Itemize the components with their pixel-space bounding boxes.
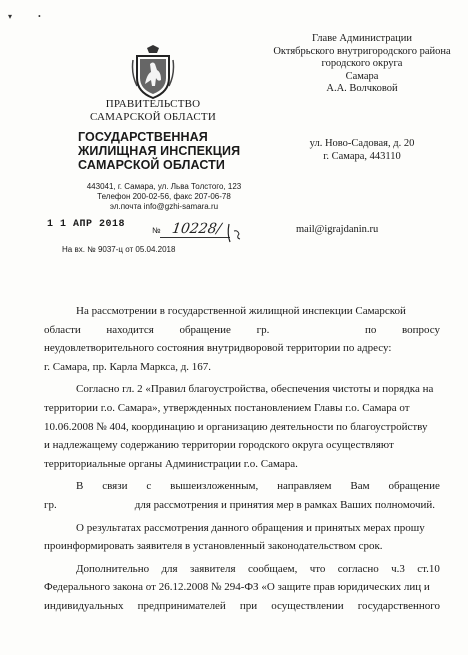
- addressee-block: Главе Администрации Октябрьского внутригородского района городского округа Самара А.А. Волчковой: [273, 33, 451, 94]
- body-line: [44, 537, 440, 556]
- body-line: [44, 302, 440, 321]
- body-word: по: [364, 323, 377, 336]
- scan-mark: •: [38, 12, 41, 21]
- body-word: Федерального закона от 26.12.2008 № 294-ФЗ «О защите прав юридических лиц и: [44, 581, 430, 594]
- body-word: находится: [106, 323, 154, 336]
- body-word: 10.06.2008 № 404, координацию и организацию деятельности по благоустройству: [44, 420, 428, 433]
- registration-number-label: №: [152, 226, 161, 235]
- body-word: согласно: [337, 562, 379, 575]
- registration-number: 10228/: [170, 221, 223, 237]
- body-word: области: [44, 323, 81, 336]
- body-word: территории г.о. Самара», утвержденных постановлением Главы г.о. Самара от: [44, 401, 410, 414]
- body-word: гр.: [256, 323, 270, 336]
- body-line: [44, 560, 440, 579]
- body-word: В: [76, 480, 84, 493]
- addressee-email: mail@igrajdanin.ru: [296, 224, 379, 235]
- body-word: при: [239, 599, 258, 612]
- body-word: обращение: [179, 323, 231, 336]
- body-word: вышеизложенным,: [170, 480, 259, 493]
- registration-date-stamp: 1 1 АПР 2018: [47, 219, 126, 230]
- body-word: и надлежащему содержанию территории городского округа осуществляют: [44, 439, 394, 452]
- body-line: [44, 339, 440, 358]
- body-word: гр.: [44, 498, 57, 511]
- body-word: обращение: [388, 480, 440, 493]
- body-word: вопросу: [401, 323, 440, 336]
- samara-coat-of-arms-icon: [131, 44, 175, 100]
- body-line: [44, 455, 440, 474]
- body-word: связи: [102, 480, 128, 493]
- body-word: для рассмотрения и принятия мер в рамках Ваших полномочий.: [134, 498, 436, 511]
- body-line: [44, 358, 440, 377]
- handwritten-mark: [226, 222, 244, 244]
- body-word: ч.3: [391, 562, 405, 575]
- body-line: [44, 578, 440, 597]
- body-word: заявителя: [189, 562, 236, 575]
- body-word: направляем: [277, 480, 332, 493]
- body-word: для: [161, 562, 178, 575]
- body-line: [44, 399, 440, 418]
- body-line: [44, 597, 440, 616]
- body-word: ст.10: [417, 562, 440, 575]
- body-word: проинформировать заявителя в установленный законодательством срок.: [44, 540, 383, 553]
- body-line: [44, 496, 440, 515]
- body-word: На рассмотрении в государственной жилищной инспекции Самарской: [76, 305, 406, 317]
- body-line: [44, 477, 440, 496]
- body-word: сообщаем,: [247, 562, 298, 575]
- scan-mark: ▾: [8, 12, 13, 21]
- body-word: Дополнительно: [76, 562, 150, 575]
- inspection-name: ГОСУДАРСТВЕННАЯ ЖИЛИЩНАЯ ИНСПЕКЦИЯ САМАРСКОЙ ОБЛАСТИ: [78, 130, 241, 172]
- body-word: предпринимателей: [137, 599, 226, 612]
- body-line: [44, 418, 440, 437]
- body-word: осуществлении: [271, 599, 344, 612]
- body-line: [44, 436, 440, 455]
- body-word: г. Самара, пр. Карла Маркса, д. 167.: [44, 360, 212, 373]
- body-word: О результатах рассмотрения данного обращения и принятых мерах прошу: [76, 521, 425, 534]
- contact-info: 443041, г. Самара, ул. Льва Толстого, 123 Телефон 200-02-56, факс 207-06-78 эл.почта info@gzhi-samara.ru: [86, 182, 242, 211]
- body-line: [44, 321, 440, 340]
- body-line: [44, 519, 440, 538]
- body-line: [44, 380, 440, 399]
- letter-body: [44, 302, 440, 616]
- body-word: территориальные органы Администрации г.о. Самара.: [44, 457, 298, 470]
- government-name: ПРАВИТЕЛЬСТВО САМАРСКОЙ ОБЛАСТИ: [90, 98, 216, 123]
- body-word: Вам: [350, 480, 370, 493]
- body-word: Согласно гл. 2 «Правил благоустройства, обеспечения чистоты и порядка на: [76, 383, 434, 396]
- incoming-reference: На вх. № 9037-ц от 05.04.2018: [62, 245, 176, 254]
- body-word: с: [146, 480, 152, 493]
- body-word: индивидуальных: [44, 599, 124, 612]
- body-word: государственного: [357, 599, 440, 612]
- body-word: неудовлетворительного состояния внутридворовой территории по адресу:: [44, 342, 392, 355]
- addressee-address: ул. Ново-Садовая, д. 20 г. Самара, 443110: [309, 138, 415, 162]
- body-word: что: [309, 562, 326, 575]
- registration-number-line: [160, 237, 230, 238]
